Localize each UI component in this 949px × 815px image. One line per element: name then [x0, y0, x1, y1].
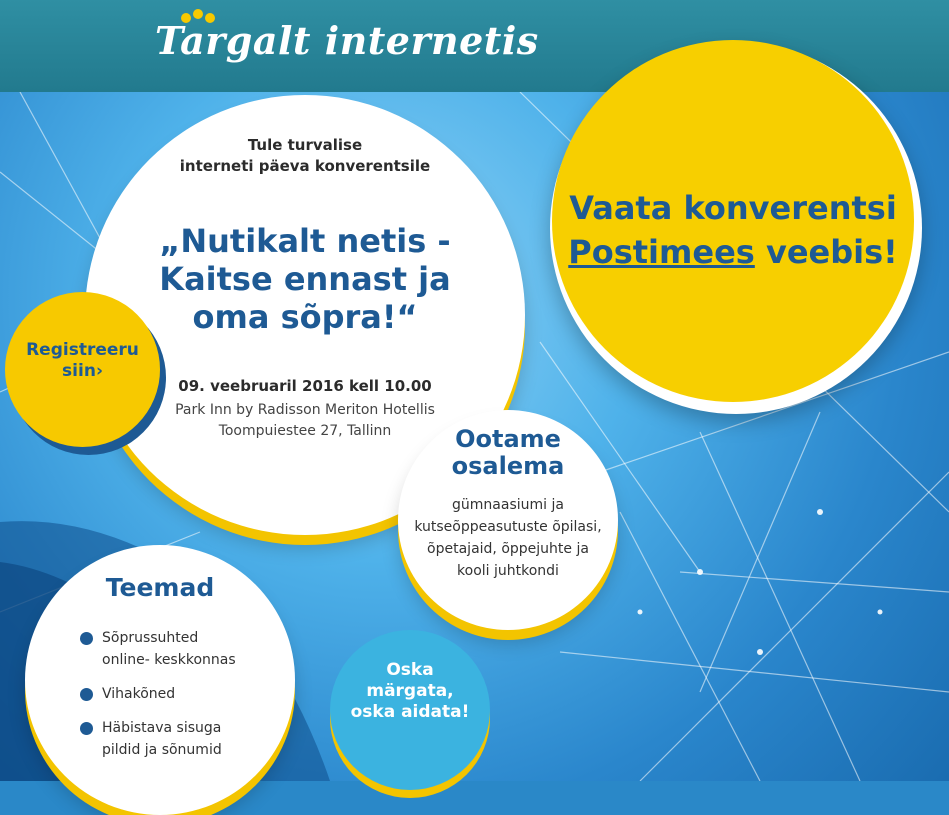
promo-line: veebis! — [754, 233, 898, 271]
slogan-line: Oska — [386, 660, 434, 680]
register-label: siin — [62, 361, 96, 381]
conference-title — [85, 222, 525, 336]
title-line: oma sõpra!“ — [192, 298, 418, 336]
topic-item — [80, 717, 236, 761]
participants-line: gümnaasiumi ja — [452, 497, 564, 513]
slogan-line: oska aidata! — [350, 702, 470, 722]
title-line: „Nutikalt netis - — [159, 222, 451, 260]
topic-line: online- keskkonnas — [102, 652, 236, 668]
participants-title-line: osalema — [451, 452, 565, 480]
topic-line: pildid ja sõnumid — [102, 742, 222, 758]
bullet-icon — [80, 722, 93, 735]
register-button[interactable] — [5, 292, 160, 447]
topic-line: Sõprussuhted — [102, 630, 199, 646]
conference-date: 09. veebruaril 2016 kell 10.00 — [178, 377, 432, 395]
participants-circle — [398, 410, 618, 630]
chevron-right-icon: › — [95, 361, 103, 381]
topic-line: Häbistava sisuga — [102, 720, 222, 736]
topic-line: Vihakõned — [102, 686, 176, 702]
participants-title — [398, 426, 618, 480]
venue-line: Toompuiestee 27, Tallinn — [218, 423, 392, 439]
participants-line: õpetajaid, õppejuhte ja — [427, 541, 589, 557]
topics-circle — [25, 545, 295, 815]
title-line: Kaitse ennast ja — [159, 260, 451, 298]
topics-list — [80, 627, 236, 773]
slogan-circle — [330, 630, 490, 790]
topics-title: Teemad — [105, 573, 215, 602]
topic-item — [80, 627, 236, 671]
postimees-link[interactable]: Postimees — [568, 233, 755, 271]
conference-intro — [85, 135, 525, 177]
intro-line: Tule turvalise — [247, 136, 363, 154]
participants-line: kooli juhtkondi — [457, 563, 559, 579]
register-label: Registreeru — [26, 340, 139, 360]
site-logo[interactable]: Targalt internetis — [155, 18, 539, 63]
promo-line: Vaata konverentsi — [569, 189, 897, 227]
slogan-line: märgata, — [366, 681, 454, 701]
participants-line: kutseõppeasutuste õpilasi, — [414, 519, 602, 535]
intro-line: interneti päeva konverentsile — [179, 157, 431, 175]
participants-title-line: Ootame — [455, 425, 561, 453]
promo-circle — [552, 40, 914, 402]
bullet-icon — [80, 688, 93, 701]
venue-line: Park Inn by Radisson Meriton Hotellis — [175, 402, 435, 418]
bullet-icon — [80, 632, 93, 645]
participants-description — [398, 494, 618, 582]
topic-item — [80, 683, 236, 705]
